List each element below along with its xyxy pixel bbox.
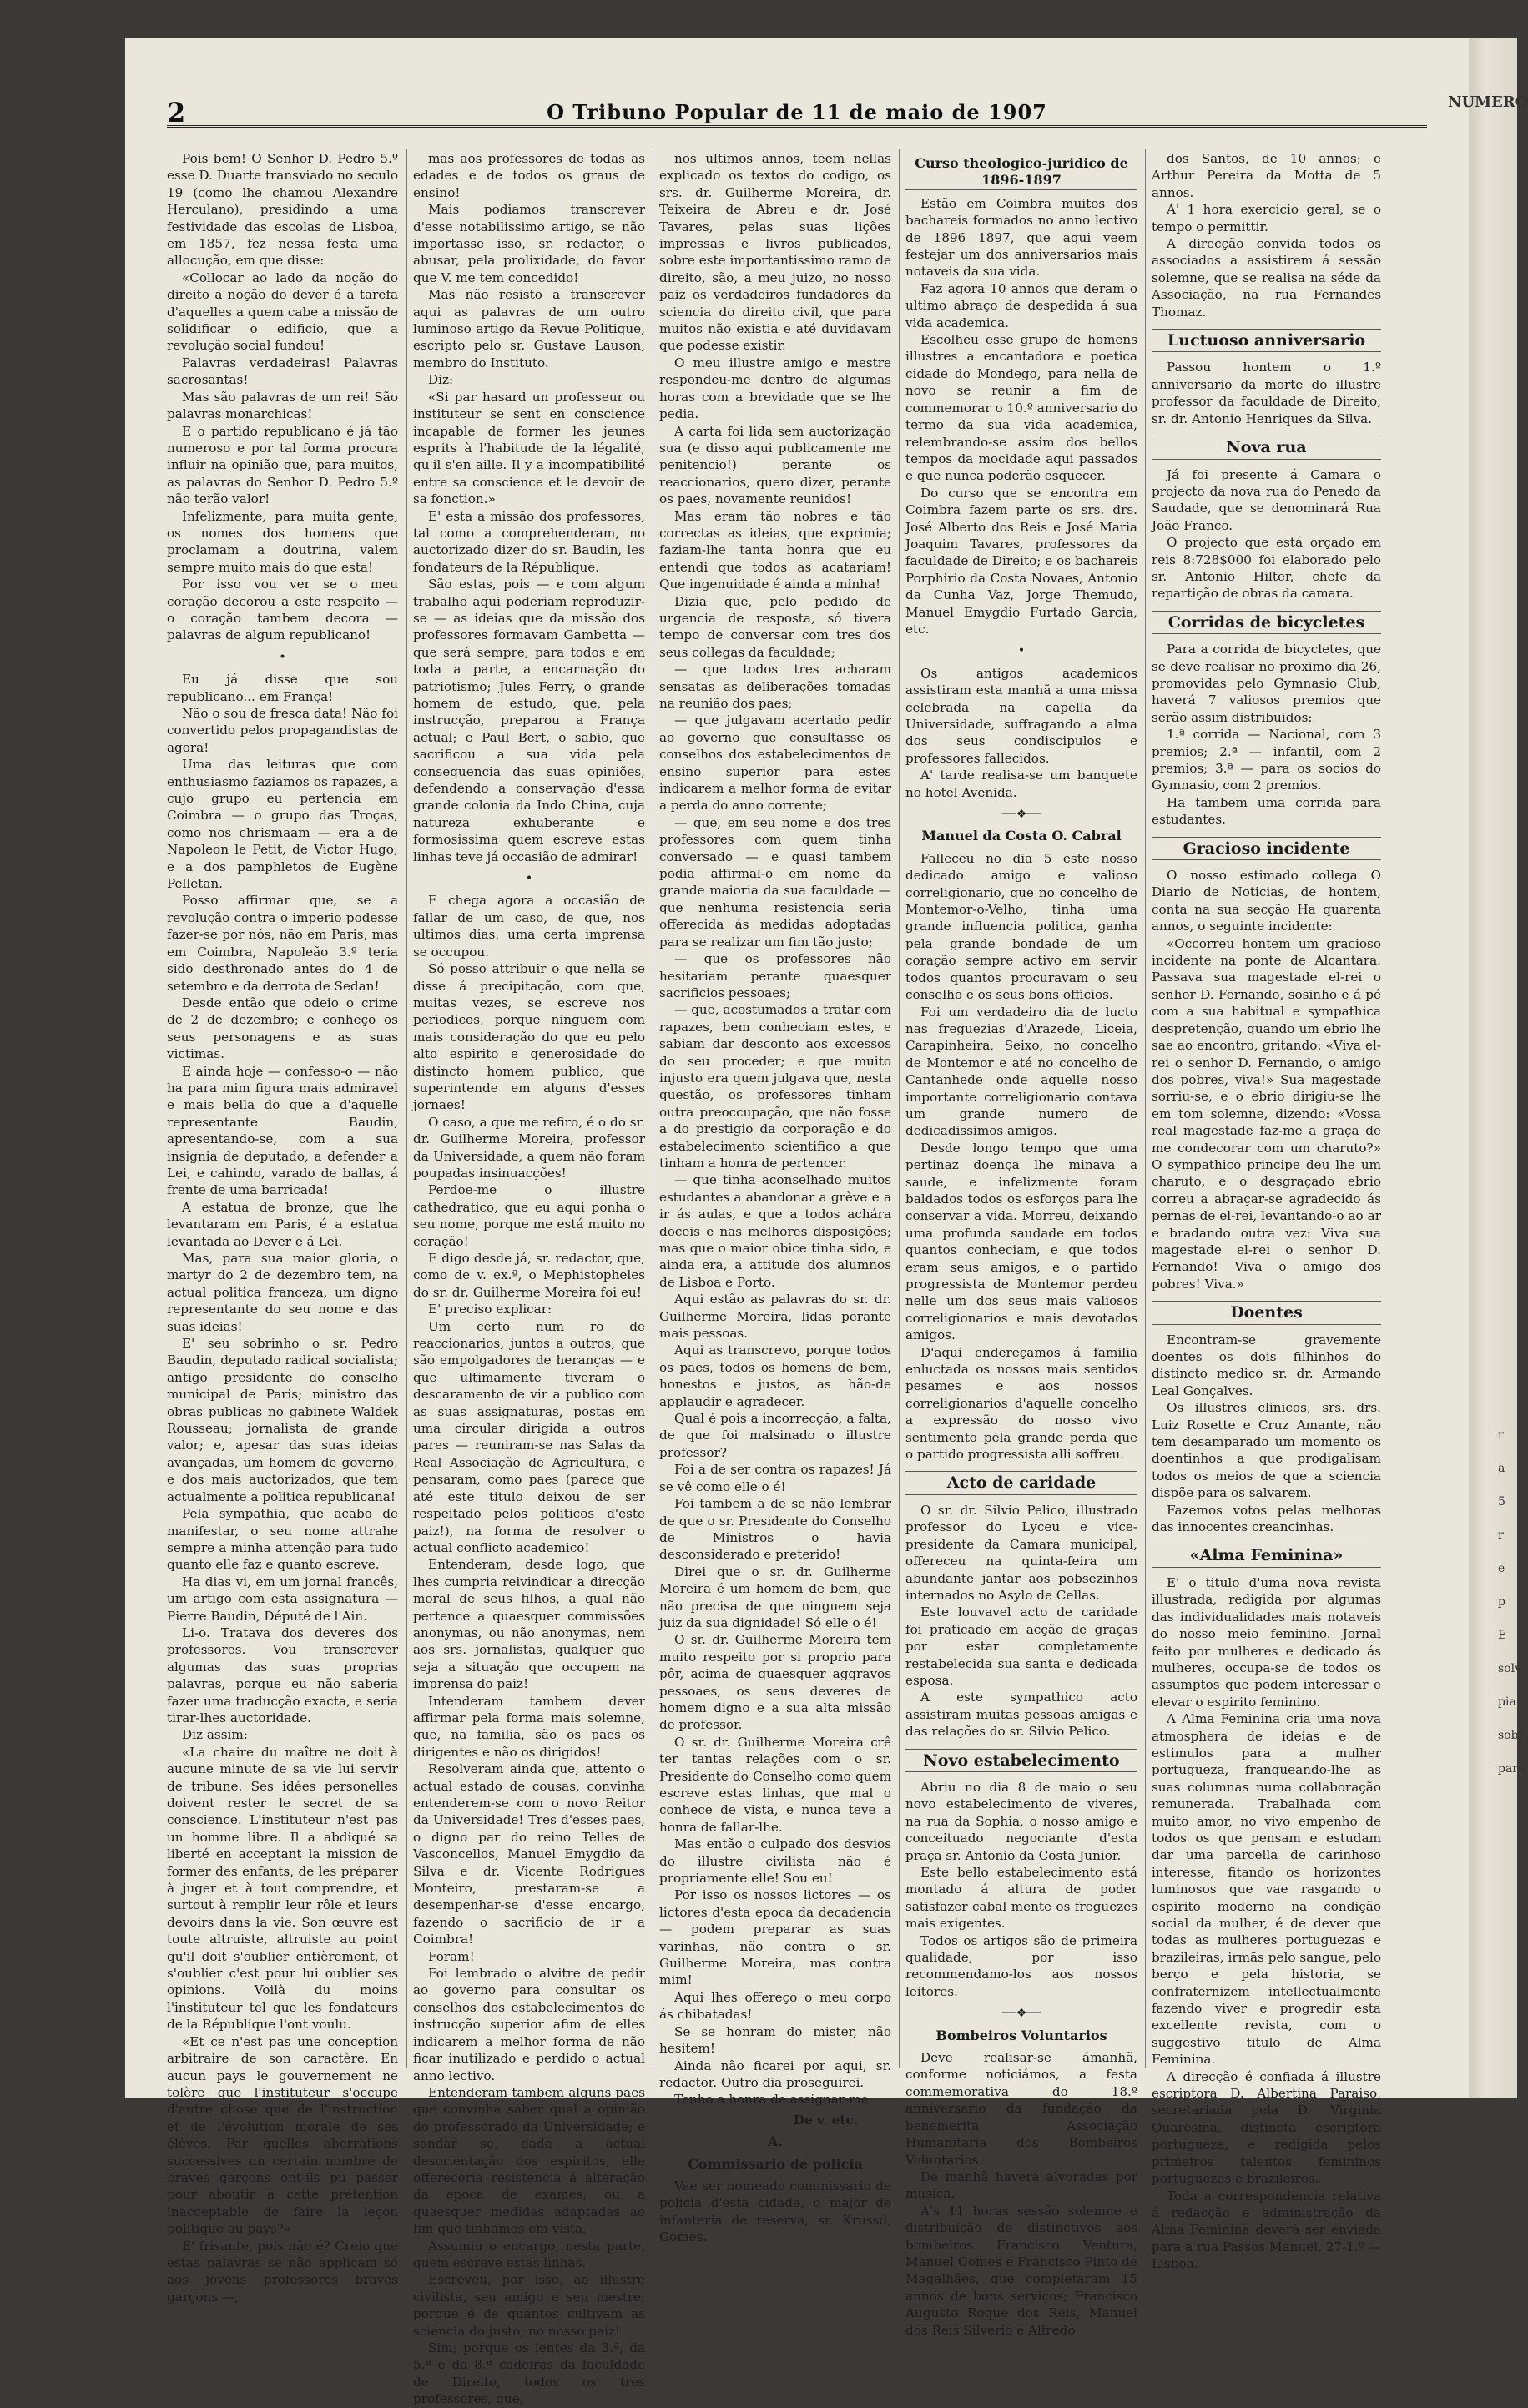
paragraph: — que os professores não hesitariam perante quaesquer sacrificios pessoaes; <box>659 951 891 1000</box>
closing-formula: De v. etc. <box>793 2112 858 2128</box>
paragraph: Sim; porque os lentes da 3.ª, da 5.ª e da 8.ª cadeiras da faculdade de Direito, todos os tres professores, que, <box>413 2340 645 2407</box>
paragraph: — que, acostumados a tratar com rapazes, bem conheciam estes, e sabiam dar desconto aos excessos do seu proceder; e que muito injusto era quem julgava que, nesta questão, os professores tinham outra preoccupação, que não fosse a do prestigio da corporação e do estabelecimento scientifico a que tinham a honra de pertencer. <box>659 1002 891 1171</box>
paragraph: Aqui lhes offereço o meu corpo ás chibatadas! <box>659 1989 891 2023</box>
paragraph: Palavras verdadeiras! Palavras sacrosantas! <box>167 355 398 388</box>
paragraph: De manhã haverá alvoradas por musica. <box>905 2169 1137 2202</box>
section-heading: «Alma Feminina» <box>1152 1544 1381 1567</box>
paragraph: A carta foi lida sem auctorização sua (e disso aqui publicamente me penitencio!) perante os reaccionarios, quero dizer, perante os paes, novamente reunidos! <box>659 423 891 507</box>
adjacent-page-fragment-line: e <box>1498 1562 1505 1575</box>
paragraph: Por isso vou ver se o meu coração decorou a este respeito — o coração tambem decora — palavras de algum republicano! <box>167 577 398 643</box>
paragraph: Vae ser nomeado commissario de policia d'esta cidade, o major de infanteria de reserva, sr. Krussd, Gomes. <box>659 2178 891 2245</box>
paragraph: E chega agora a occasião de fallar de um caso, de que, nos ultimos dias, uma certa imprensa se occupou. <box>413 893 645 960</box>
paragraph: Já foi presente á Camara o projecto da nova rua do Penedo da Saudade, que se denominará Rua João Franco. <box>1152 466 1381 533</box>
article-column-2 <box>413 150 645 2407</box>
paragraph: Por isso os nossos lictores — os lictores d'esta epoca da decadencia — podem preparar as suas varinhas, não contra o sr. Guilherme Moreira, mas contra mim! <box>659 1887 891 1988</box>
paragraph: Ha dias vi, em um jornal francês, um artigo com esta assignatura — Pierre Baudin, Député de l'Ain. <box>167 1574 398 1624</box>
paragraph: Diz: <box>428 372 454 388</box>
column-rule <box>899 149 900 2068</box>
paragraph: Para a corrida de bicycletes, que se deve realisar no proximo dia 26, promovidas pelo Gymnasio Club, haverá 7 valiosos premios que serão assim distribuidos: <box>1152 642 1381 725</box>
paragraph: Foi a de ser contra os rapazes! Já se vê como elle o é! <box>659 1462 891 1494</box>
paragraph: Escolheu esse grupo de homens illustres a encantadora e poetica cidade do Mondego, para nella de novo se reunir a fim de commemorar o 10.º anniversario do termo da sua vida academica, relembrando-se assim dos bellos tempos da mocidade aqui passados e que nunca poderão esquecer. <box>905 332 1137 484</box>
adjacent-page-fragment-line: p <box>1498 1595 1505 1609</box>
paragraph: — que julgavam acertado pedir ao governo que consultasse os conselhos dos estabelecimentos de ensino superior para estes indicarem a melhor forma de evitar a perda do anno corrente; <box>659 713 891 814</box>
paragraph: Qual é pois a incorrecção, a falta, de que foi malsinado o illustre professor? <box>659 1411 891 1460</box>
paragraph: Os illustres clinicos, srs. drs. Luiz Rosette e Cruz Amante, não tem desamparado um momento os doentinhos a que prodigalisam todos os meios de que a sciencia dispõe para os salvarem. <box>1152 1400 1381 1501</box>
paragraph: Do curso que se encontra em Coimbra fazem parte os srs. drs. José Alberto dos Reis e José Maria Joaquim Tavares, professores da faculdade de Direito; e os bachareis Porphirio da Costa Novaes, Antonio da Cunha Vaz, Jorge Themudo, Manuel Emygdio Furtado Garcia, etc. <box>905 485 1137 637</box>
paragraph: Faz agora 10 annos que deram o ultimo abraço de despedida á sua vida academica. <box>905 280 1137 330</box>
article-column-1 <box>167 150 398 2305</box>
paragraph: E o partido republicano é já tão numeroso e por tal forma procura influir na opinião que, para muitos, as palavras do Senhor D. Pedro 5.º não terão valor! <box>167 423 398 507</box>
section-heading: Luctuoso anniversario <box>1152 329 1381 352</box>
section-heading: Manuel da Costa O. Cabral <box>921 828 1122 844</box>
paragraph: A' tarde realisa-se um banquete no hotel Avenida. <box>905 768 1137 800</box>
section-heading: Gracioso incidente <box>1152 837 1381 860</box>
paragraph: Mas são palavras de um rei! São palavras monarchicas! <box>167 389 398 422</box>
paragraph: São estas, pois — e com algum trabalho aqui poderiam reproduzir-se — as ideias que da missão dos professores formavam Gambetta — que será sempre, para todos e em toda a parte, a encarnação do patriotismo; Jules Ferry, o grande homem de estudo, que, pela instrucção, preparou a França actual; e Paul Bert, o sabio, que sacrificou a sua vida pela consequencia das suas opiniões, defendendo a conservação d'essa grande colonia da Indo China, cuja natureza exhuberante e formosissima quem escreve estas linhas teve já occasião de admirar! <box>413 577 645 864</box>
masthead-title: O Tribuno Popular de 11 de maio de 1907 <box>547 100 1047 124</box>
paragraph: Escreveu, por isso, ao illustre civilista, seu amigo e seu mestre, porque é de quantos cultivam as sciencia do justo, no nosso paiz! <box>413 2272 645 2339</box>
adjacent-page-fragment-line: r <box>1498 1428 1504 1442</box>
paragraph: Abriu no dia 8 de maio o seu novo estabelecimento de viveres, na rua da Sophia, o nosso amigo e conceituado negociante d'esta praça sr. Antonio da Costa Junior. <box>905 1779 1137 1863</box>
column-rule <box>406 149 407 2068</box>
section-ornament: • <box>525 872 533 886</box>
section-heading: Novo estabelecimento <box>905 1749 1137 1772</box>
paragraph: E ainda hoje — confesso-o — não ha para mim figura mais admiravel e mais bella do que a d'aquelle representante Baudin, apresentando-se, com a sua insignia de deputado, a defender a Lei, e cahindo, varado de ballas, á frente de uma barricada! <box>167 1063 398 1198</box>
paragraph: Foram! <box>428 1948 475 1964</box>
adjacent-page-fragment-line: E <box>1498 1629 1507 1642</box>
paragraph: Foi tambem a de se não lembrar de que o sr. Presidente do Conselho de Ministros o havia desconsiderado e preterido! <box>659 1496 891 1563</box>
paragraph: «Si par hasard un professeur ou instituteur se sent en conscience incapable de former les jeunes esprits à l'habitude de la légalité, qu'il s'en aille. Il y a incompatibilité entre sa conscience et le devoir de sa fonction.» <box>413 389 645 507</box>
paragraph: Deve realisar-se ámanhã, conforme noticiámos, a festa commemorativa do 18.º anniversario da fundação da benemerita Associação Humanitaria dos Bombeiros Voluntarios. <box>905 2050 1137 2168</box>
adjacent-page-fragment-line: para <box>1498 1762 1525 1776</box>
adjacent-page-text-fragments <box>1498 1418 1525 1786</box>
adjacent-page-fragment-line: 5 <box>1498 1495 1505 1509</box>
paragraph: Posso affirmar que, se a revolução contra o imperio podesse fazer-se por nós, não em Paris, mas em Coimbra, Napoleão 3.º teria sido desthronado antes do 4 de setembro e da derrota de Sedan! <box>167 893 398 994</box>
paragraph: A direcção é confiada á illustre escriptora D. Albertina Paraiso, secretariada pela D. Virginia Quaresma, distincta escriptora portugueza, e redigida pelos primeiros talentos femininos portuguezes e brazileiros. <box>1152 2068 1381 2187</box>
paragraph: Os antigos academicos assistiram esta manhã a uma missa celebrada na capella da Universidade, suffragando a alma dos seus condiscipulos e professores fallecidos. <box>905 665 1137 766</box>
paragraph: «Et ce n'est pas une conception arbitraire de son caractère. En aucun pays le gouvernement ne tolère que l'instituteur s'occupe d'autre chose que de l'instruction et de l'évolution morale de ses élèves. Par quelles aberrations successives un certain nombre de braves garçons ont-ils pu passer pour aboutir à cette prétention inacceptable de faire la leçon politique au pays?» <box>167 2033 398 2237</box>
news-column-5 <box>1152 150 1381 2272</box>
paragraph: Diz assim: <box>182 1727 248 1743</box>
paragraph: Foi lembrado o alvitre de pedir ao governo para consultar os conselhos dos estabelecimentos de instrucção superior afim de elles indicarem a melhor forma de não ficar inutilizado e perdido o actual anno lectivo. <box>413 1966 645 2083</box>
paragraph: D'aqui endereçamos á familia enluctada os nossos mais sentidos pesames e aos nossos correligionarios d'aquelle concelho a expressão do nosso vivo sentimento pela grande perda que o partido progressista alli soffreu. <box>905 1344 1137 1463</box>
paragraph: Entenderam, desde logo, que lhes cumpria reivindicar a direcção moral de seus filhos, a qual não pertence a quaesquer commissões anonymas, ou não anonymas, nem aos srs. jornalistas, qualquer que seja a situação que occupem na imprensa do paiz! <box>413 1557 645 1692</box>
paragraph: A este sympathico acto assistiram muitas pessoas amigas e das relações do sr. Silvio Pelico. <box>905 1690 1137 1740</box>
paragraph: Fazemos votos pelas melhoras das innocentes creancinhas. <box>1152 1502 1381 1535</box>
paragraph: Aqui as transcrevo, porque todos os paes, todos os homens de bem, honestos e justos, as hão-de applaudir e agradecer. <box>659 1343 891 1409</box>
paragraph: Mas não resisto a transcrever aqui as palavras de um outro luminoso artigo da Revue Politique, escripto pelo sr. Gustave Lauson, membro do Instituto. <box>413 287 645 370</box>
paragraph: Eu já disse que sou republicano... em França! <box>167 672 398 704</box>
paragraph: Só posso attribuir o que nella se disse á precipitação, com que, muitas vezes, se escreve nos periodicos, porque ninguem com mais consideração do que eu pelo alto espirito e generosidade do distincto homem publico, que superintende em alguns d'esses jornaes! <box>413 961 645 1113</box>
paragraph: Tenho a honra de assignar-me <box>674 2092 869 2108</box>
paragraph: E' seu sobrinho o sr. Pedro Baudin, deputado radical socialista; antigo presidente do conselho municipal de Paris; ministro das obras publicas no gabinete Waldek Rousseau; jornalista de grande valor; e, apesar das suas ideias avançadas, um homem de governo, e dos mais auctorizados, que tem actualmente a politica republicana! <box>167 1336 398 1504</box>
paragraph: nos ultimos annos, teem nellas explicado os textos do codigo, os srs. dr. Guilherme Moreira, dr. Teixeira de Abreu e dr. José Tavares, pelas suas lições impressas e livros publicados, sobre este importantissimo ramo de direito, são, a meu juizo, no nosso paiz os verdadeiros fundadores da sciencia do direito civil, que para muitos não existia e até duvidavam que podesse existir. <box>659 151 891 354</box>
adjacent-page-fragment-line: solv <box>1498 1662 1521 1675</box>
paragraph: Pois bem! O Senhor D. Pedro 5.º esse D. Duarte transviado no seculo 19 (como lhe chamou Alexandre Herculano), presidindo a uma festividade das escolas de Lisboa, em 1857, fez nessa festa uma allocução, em que disse: <box>167 151 398 269</box>
paragraph: Mas, para sua maior gloria, o martyr do 2 de dezembro tem, na actual politica franceza, um digno representante do seu nome e das suas ideias! <box>167 1251 398 1334</box>
paragraph: Mais podiamos transcrever d'esse notabilissimo artigo, se não importasse isso, sr. redactor, o abusar, pela prolixidade, do favor que V. me tem concedido! <box>413 202 645 285</box>
paragraph: «La chaire du maître ne doit à aucune minute de sa vie lui servir de tribune. Ses idées personelles doivent rester le secret de sa conscience. L'instituteur n'est pas un homme libre. Il a abdiqué sa liberté en acceptant la mission de former des enfants, de les préparer à juger et à tout comprendre, et surtout à remplir leur rôle et leurs devoirs dans la vie. Son œuvre est toute altruiste, altruiste au point qu'il doit s'oublier entièrement, et s'oublier c'est pour lui oublier ses opinions. Voilà du moins l'instituteur tel que les fondateurs de la République l'ont voulu. <box>167 1744 398 2033</box>
paragraph: mas aos professores de todas as edades e de todos os graus de ensino! <box>413 151 645 200</box>
page-gutter <box>1469 38 1525 2098</box>
section-ornament: ──❖── <box>1001 2007 1041 2021</box>
paragraph: E' frisante, pois não é? Creio que estas palavras se não applicam só aos jovens professores braves garçons —, <box>167 2238 398 2305</box>
paragraph: Desde então que odeio o crime de 2 de dezembro; e conheço os seus personagens e as suas victimas. <box>167 995 398 1062</box>
paragraph: Encontram-se gravemente doentes os dois filhinhos do distincto medico sr. dr. Armando Leal Gonçalves. <box>1152 1332 1381 1398</box>
section-heading: Nova rua <box>1152 436 1381 459</box>
paragraph: Todos os artigos são de primeira qualidade, por isso recommendamo-los aos nossos leitores. <box>905 1932 1137 1999</box>
paragraph: Entenderam tambem alguns paes que convinha saber qual a opinião do professorado da Universidade; e sondar se, dada a actual desorientação dos espiritos, elle offereceria resistencia á alteração da epoca de exames, ou a quaesquer medidas adaptadas ao fim que tinhamos em vista. <box>413 2084 645 2237</box>
paragraph: Dizia que, pelo pedido de urgencia de resposta, só tivera tempo de conversar com tres dos seus collegas da faculdade; <box>659 593 891 660</box>
paragraph: Aqui estão as palavras do sr. dr. Guilherme Moreira, lidas perante mais pessoas. <box>659 1292 891 1342</box>
paragraph: Infelizmente, para muita gente, os nomes dos homens que proclamam a doutrina, valem sempre muito mais do que esta! <box>167 508 398 575</box>
paragraph: Passou hontem o 1.º anniversario da morte do illustre professor da faculdade de Direito, sr. dr. Antonio Henriques da Silva. <box>1152 360 1381 426</box>
paragraph: Não o sou de fresca data! Não foi convertido pelos propagandistas de agora! <box>167 706 398 755</box>
paragraph: Toda a correspondencia relativa á redacção e administração da Alma Feminina deverá ser enviada para a rua Passos Manuel, 27-1.º — Lisboa. <box>1152 2188 1381 2272</box>
adjacent-page-header-fragment: NUMERO <box>1448 93 1528 111</box>
paragraph: Direi que o sr. dr. Guilherme Moreira é um homem de bem, que não precisa de que ninguem seja juiz da sua dignidade! Só elle o é! <box>659 1564 891 1630</box>
paragraph: dos Santos, de 10 annos; e Arthur Pereira da Motta de 5 annos. <box>1152 151 1381 200</box>
paragraph: E' preciso explicar: <box>428 1302 552 1317</box>
paragraph: Mas eram tão nobres e tão correctas as ideias, que exprimia; faziam-lhe tanta honra que eu entendi que todos as acatariam! Que ingenuidade é ainda a minha! <box>659 508 891 592</box>
paragraph: Uma das leituras que com enthusiasmo faziamos os rapazes, a cujo grupo eu pertencia em Coimbra — o grupo das Troças, como nos chrismaam — era a de Napoleon le Petit, de Victor Hugo; e a dos pamphletos de Eugène Pelletan. <box>167 757 398 892</box>
paragraph: Assumiu o encargo, nesta parte, quem escreve estas linhas. <box>413 2238 645 2270</box>
section-heading: Curso theologico-juridico de 1896-1897 <box>905 155 1137 190</box>
column-rule <box>1145 149 1146 2068</box>
section-heading: Corridas de bicycletes <box>1152 611 1381 634</box>
section-ornament: • <box>279 650 286 664</box>
paragraph: Estão em Coimbra muitos dos bachareis formados no anno lectivo de 1896 1897, que aqui veem festejar um dos anniversarios mais notaveis da sua vida. <box>905 195 1137 280</box>
paragraph: — que tinha aconselhado muitos estudantes a abandonar a grève e a ir ás aulas, e que a todos achára doceis e nas melhores disposições; mas que o maior obice tinha sido, e ainda era, a attitude dos alumnos de Lisboa e Porto. <box>659 1172 891 1290</box>
adjacent-page-fragment-line: pia <box>1498 1695 1516 1709</box>
paragraph: Desde longo tempo que uma pertinaz doença lhe minava a saude, e infelizmente foram baldados todos os esforços para lhe conservar a vida. Morreu, deixando uma profunda saudade em todos quantos conheciam, e que todos eram seus amigos, e o partido progressista de Montemor perdeu nelle um dos seus mais valiosos correligionarios e mais devotados amigos. <box>905 1140 1137 1343</box>
section-ornament: • <box>1017 644 1026 658</box>
paragraph: E digo desde já, sr. redactor, que, como de v. ex.ª, o Mephistopheles do sr. dr. Guilherme Moreira foi eu! <box>413 1251 645 1300</box>
section-heading: Commissario de policia <box>688 2155 863 2172</box>
paragraph: O sr. dr. Guilherme Moreira crê ter tantas relações com o sr. Presidente do Conselho como quem escreve estas linhas, que mal o conhece de vista, e nunca teve a honra de fallar-lhe. <box>659 1734 891 1835</box>
news-column-4 <box>905 150 1137 2338</box>
section-heading: Acto de caridade <box>905 1471 1137 1494</box>
paragraph: Perdoe-me o illustre cathedratico, que eu aqui ponha o seu nome, porque me está muito no coração! <box>413 1182 645 1249</box>
section-ornament: ──❖── <box>1001 808 1041 822</box>
adjacent-page-fragment-line: sobr <box>1498 1729 1525 1742</box>
paragraph: Mas então o culpado dos desvios do illustre civilista não é propriamente elle! Sou eu! <box>659 1836 891 1887</box>
paragraph: Um certo num ro de reaccionarios, juntos a outros, que são empolgadores de heranças — e que ultimamente tiveram o descaramento de vir a publico com as suas assignaturas, postas em uma circular dirigida a outros pares — reuniram-se nas Salas da Real Associação de Agricultura, e pensaram, como paes (parece que até este titulo deixou de ser respeitado pelos politicos d'este paiz!), na forma de resolver o actual conflicto academico! <box>413 1318 645 1555</box>
paragraph: A direcção convida todos os associados a assistirem á sessão solemne, que se realisa na séde da Associação, na rua Fernandes Thomaz. <box>1152 236 1381 320</box>
section-heading: Bombeiros Voluntarios <box>935 2027 1107 2043</box>
paragraph: — que, em seu nome e dos tres professores com quem tinha conversado — e quasi tambem podia affirmal-o em nome da grande maioria da sua faculdade — que nenhuma resistencia seria offerecida ás medidas adoptadas para se realizar um fim tão justo; <box>659 814 891 950</box>
author-signature: A. <box>768 2133 783 2150</box>
paragraph: A's 11 horas sessão solemne e distribuição de distinctivos aos bombeiros Francisco Ventura, Manuel Gomes e Francisco Pinto de Magalhães, que completaram 15 annos de bons serviços; Francisco Augusto Roque dos Reis, Manuel dos Reis Silverio e Alfredo <box>905 2203 1137 2338</box>
paragraph: E' o titulo d'uma nova revista illustrada, redigida por algumas das individualidades mais notaveis do nosso meio feminino. Jornal feito por mulheres e dedicado ás mulheres, occupa-se de todos os assumptos que podem interessar e elevar o espirito feminino. <box>1152 1574 1381 1710</box>
page-header <box>167 92 1427 128</box>
paragraph: Li-o. Tratava dos deveres dos professores. Vou transcrever algumas das suas proprias palavras, porque eu não saberia fazer uma traducção exacta, e seria tirar-lhes auctoridade. <box>167 1625 398 1725</box>
paragraph: A' 1 hora exercicio geral, se o tempo o permittir. <box>1152 202 1381 234</box>
paragraph: Se se honram do mister, não hesitem! <box>659 2023 891 2057</box>
paragraph: «Occorreu hontem um gracioso incidente na ponte de Alcantara. Passava sua magestade el-rei o senhor D. Fernando, sosinho e á pé com a sua habitual e sympathica despretenção, quando um ebrio lhe sae ao encontro, gritando: «Viva el-rei o senhor D. Fernando, o amigo dos pobres, viva!» Sua magestade sorriu-se, e o ebrio dirigiu-se lhe em tom solemne, dizendo: «Vossa real magestade faz-me a graça de me condecorar com um charuto?» O sympathico principe deu lhe um charuto, e o desgraçado ebrio correu a abraçar-se agradecido ás pernas de el-rei, levantando-o ao ar e bradando outra vez: Viva sua magestade el-rei o senhor D. Fernando! Viva o amigo dos pobres! Viva.» <box>1152 935 1381 1292</box>
article-column-3 <box>659 150 891 2245</box>
paragraph: A Alma Feminina cria uma nova atmosphera de ideias e de estimulos para a mulher portugueza, franqueando-lhe as suas columnas numa collaboração remunerada. Trabalhada com muito amor, no vivo empenho de todos os que pensam e estudam dar uma parcella de carinhoso interesse, fitando os horizontes luminosos que vae rasgando o espirito moderno na condição social da mulher, é de dever que todas as mulheres portuguezas e brazileiras, irmãs pelo sangue, pelo berço e pela historia, se confraternizem intellectualmente fazendo viver e progredir esta excellente revista, com o suggestivo titulo de Alma Feminina. <box>1152 1711 1381 2068</box>
paragraph: Ha tambem uma corrida para estudantes. <box>1152 794 1381 828</box>
paragraph: 1.ª corrida — Nacional, com 3 premios; 2.ª — infantil, com 2 premios; 3.ª — para os socios do Gymnasio, com 2 premios. <box>1152 727 1381 793</box>
paragraph: Foi um verdadeiro dia de lucto nas freguezias d'Arazede, Liceia, Carapinheira, Seixo, no concelho de Montemor e até no concelho de Cantanhede onde aquelle nosso importante correligionario contava um grande numero de dedicadissimos amigos. <box>905 1004 1137 1139</box>
adjacent-page-fragment-line: r <box>1498 1529 1504 1542</box>
paragraph: O caso, a que me refiro, é o do sr. dr. Guilherme Moreira, professor da Universidade, a quem não foram poupadas insinuacções! <box>413 1114 645 1181</box>
adjacent-page-fragment-line: a <box>1498 1462 1505 1475</box>
page-number: 2 <box>167 97 186 128</box>
section-heading: Doentes <box>1152 1301 1381 1324</box>
paragraph: O projecto que está orçado em reis 8:728$000 foi elaborado pelo sr. Antonio Hilter, chefe da repartição de obras da camara. <box>1152 535 1381 602</box>
paragraph: A estatua de bronze, que lhe levantaram em Paris, é a estatua levantada ao Dever e á Lei. <box>167 1199 398 1249</box>
paragraph: Este louvavel acto de caridade foi praticado em acção de graças por estar completamente restabelecida sua santa e dedicada esposa. <box>905 1604 1137 1688</box>
paragraph: Este bello estabelecimento está montado á altura de poder satisfazer cabal mente os freguezes mais exigentes. <box>905 1865 1137 1932</box>
paragraph: Falleceu no dia 5 este nosso dedicado amigo e valioso correligionario, que no concelho de Montemor-o-Velho, tinha uma grande influencia politica, ganha pela grande bondade de um coração sempre activo em servir todos quantos procuravam o seu conselho e os seus bons officios. <box>905 850 1137 1003</box>
paragraph: O nosso estimado collega O Diario de Noticias, de hontem, conta na sua secção Ha quarenta annos, o seguinte incidente: <box>1152 868 1381 934</box>
paragraph: Pela sympathia, que acabo de manifestar, o seu nome attrahe sempre a minha attenção para tudo quanto elle faz e quanto escreve. <box>167 1506 398 1573</box>
paragraph: Resolveram ainda que, attento o actual estado de cousas, convinha entenderem-se com o novo Reitor da Universidade! Tres d'esses paes, o digno par do reino Telles de Vasconcellos, Manuel Emygdio da Silva e dr. Vicente Rodrigues Monteiro, prestaram-se a desempenhar-se d'esse encargo, fazendo o sacrificio de ir a Coimbra! <box>413 1761 645 1947</box>
paragraph: O meu illustre amigo e mestre respondeu-me dentro de algumas horas com a brevidade que se lhe pedia. <box>659 355 891 422</box>
paragraph: Ainda não ficarei por aqui, sr. redactor. Outro dia proseguirei. <box>659 2058 891 2090</box>
paragraph: — que todos tres acharam sensatas as deliberações tomadas na reunião dos paes; <box>659 662 891 711</box>
paragraph: Intenderam tambem dever affirmar pela forma mais solemne, que, na familia, são os paes os dirigentes e não os dirigidos! <box>413 1693 645 1760</box>
paragraph: O sr. dr. Silvio Pelico, illustrado professor do Lyceu e vice-presidente da Camara municipal, offereceu na quinta-feira um abundante jantar aos pobsezinhos internados no Asylo de Cellas. <box>905 1502 1137 1603</box>
paragraph: E' esta a missão dos professores, tal como a comprehenderam, no auctorizado dizer do sr. Baudin, les fondateurs de la République. <box>413 508 645 575</box>
paragraph: «Collocar ao lado da noção do direito a noção do dever é a tarefa d'aquelles a quem cabe a missão de solidificar o edificio, que a revolução social fundou! <box>167 270 398 354</box>
paragraph: O sr. dr. Guilherme Moreira tem muito respeito por si proprio para pôr, acima de quaesquer aggravos pessoaes, os seus deveres de homem digno e a sua alta missão de professor. <box>659 1632 891 1733</box>
